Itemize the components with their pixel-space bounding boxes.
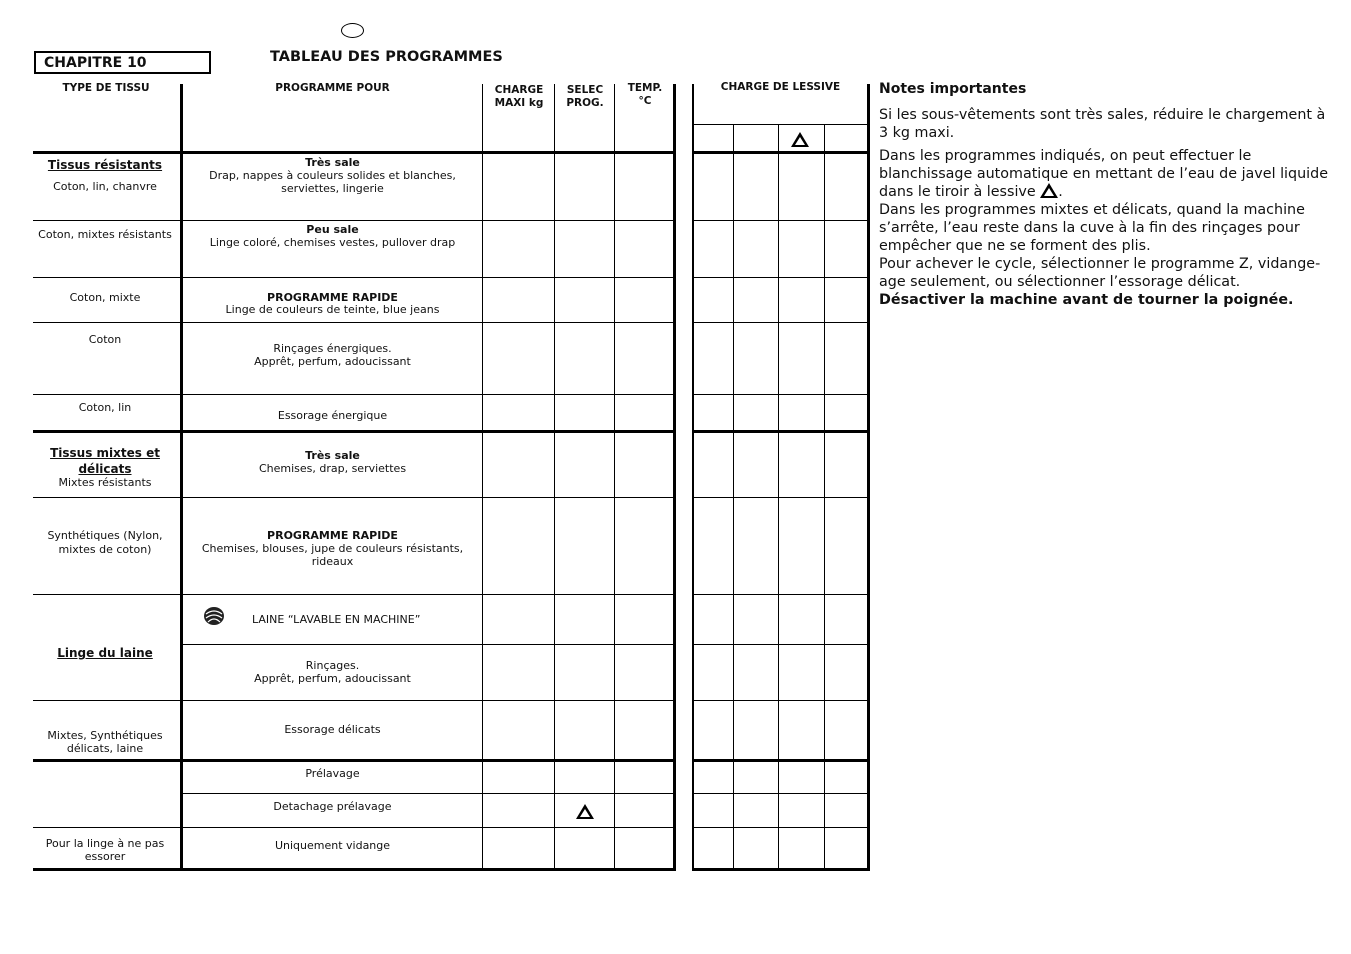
grid-vline [482,84,483,871]
programme-desc: LAINE “LAVABLE EN MACHINE” [252,613,421,626]
grid-hline [694,497,869,498]
programme-desc: Uniquement vidange [274,839,391,852]
grid-hline [694,277,869,278]
grid-hline [33,700,676,701]
programme-desc: Prélavage [305,767,360,780]
grid-hline [694,868,869,871]
page-marker-oval [341,23,364,38]
grid-hline [33,759,676,762]
grid-hline [694,430,869,433]
programme-desc: Essorage délicats [284,723,381,736]
triangle-bleach-icon [576,804,594,819]
note-paragraph [879,255,1329,309]
grid-vline [554,84,555,871]
type-label: Pour la linge à ne pas essorer [45,837,165,863]
type-label: Coton, lin [78,401,132,414]
note-paragraph: Dans les programmes mixtes et délicats, quand la machine s’arrête, l’eau reste dans la cuve à la fin des rinçages pour empêcher que ne se forment des plis. [879,202,1305,254]
type-label: Synthétiques (Nylon, mixtes de coton) [47,529,163,556]
grid-hline [33,594,676,595]
grid-vline [180,84,183,871]
type-label: Coton, lin, chanvre [53,180,157,193]
programme-desc: Drap, nappes à couleurs solides et blanches, serviettes, lingerie [209,169,456,195]
programme-desc: Linge coloré, chemises vestes, pullover drap [209,236,456,249]
grid-hline [33,151,676,154]
programme-desc: Chemises, blouses, jupe de couleurs résistants, rideaux [201,542,464,568]
type-label: Coton, mixtes résistants [38,228,172,241]
grid-hline [33,394,676,395]
header-type: TYPE DE TISSU [62,82,150,94]
programme-desc: Chemises, drap, serviettes [258,462,407,475]
programme-desc: Essorage énergique [277,409,388,422]
programme-title: Très sale [305,156,360,169]
note-paragraph: Si les sous-vêtements sont très sales, réduire le chargement à 3 kg maxi. [879,107,1326,141]
programme-title: PROGRAMME RAPIDE [267,529,398,542]
programme-desc: Detachage prélavage [273,800,392,813]
grid-hline [182,793,676,794]
grid-hline [33,868,676,871]
type-label: Mixtes résistants [58,476,152,489]
grid-hline [694,594,869,595]
grid-hline [694,322,869,323]
programme-title: Peu sale [306,223,359,236]
triangle-bleach-icon [791,132,809,147]
programme-desc: Apprêt, perfum, adoucissant [254,672,411,685]
programme-desc: Rinçages. [305,659,360,672]
type-label: Coton [88,333,122,346]
programme-title: PROGRAMME RAPIDE [267,291,398,304]
type-label: Mixtes, Synthétiques délicats, laine [47,729,163,755]
grid-hline [33,827,676,828]
header-selec: SELEC PROG. [566,84,604,109]
notes-title: Notes importantes [879,81,1027,97]
note-text: . [1058,184,1063,200]
grid-hline [694,220,869,221]
header-temp: TEMP. °C [627,82,663,107]
note-text: Dans les programmes indiqués, on peut effectuer le blanchissage automatique en mettant de l’eau de javel liquide dans le tiroir à lessive [879,148,1329,200]
grid-hline [33,430,676,433]
grid-vline [673,84,676,871]
header-charge: CHARGE MAXI kg [494,84,544,109]
programme-title: Très sale [305,449,360,462]
grid-hline [694,644,869,645]
grid-hline [33,322,676,323]
note-paragraph [879,147,1329,201]
header-lessive: CHARGE DE LESSIVE [720,81,841,93]
wool-ball-icon [203,606,225,626]
grid-vline [867,84,870,871]
chapter-label: CHAPITRE 10 [34,51,211,74]
grid-vline [614,84,615,871]
grid-hline [694,759,869,762]
type-group-title: Tissus mixtes et délicats [50,446,160,476]
page-title: TABLEAU DES PROGRAMMES [270,49,503,65]
notes-panel [879,80,1329,309]
note-warning: Désactiver la machine avant de tourner la poignée. [879,292,1294,308]
grid-hline [694,700,869,701]
type-group-title: Linge du laine [57,646,153,660]
programme-desc: Apprêt, perfum, adoucissant [254,355,411,368]
type-label: Coton, mixte [69,291,141,304]
grid-hline [694,793,869,794]
grid-hline [33,220,676,221]
grid-hline [33,497,676,498]
grid-hline [694,394,869,395]
grid-hline [33,277,676,278]
triangle-bleach-icon [1040,183,1058,198]
grid-hline [182,644,676,645]
type-group-title: Tissus résistants [47,158,163,172]
grid-hline [694,124,867,125]
note-text: Pour achever le cycle, sélectionner le programme Z, vidange-age seulement, ou sélectionner l’essorage délicat. [879,256,1321,290]
grid-vline [692,84,694,871]
programme-desc: Linge de couleurs de teinte, blue jeans [225,303,440,316]
grid-hline [694,827,869,828]
header-programme: PROGRAMME POUR [275,82,390,94]
programme-desc: Rinçages énergiques. [273,342,392,355]
grid-hline [694,151,869,154]
